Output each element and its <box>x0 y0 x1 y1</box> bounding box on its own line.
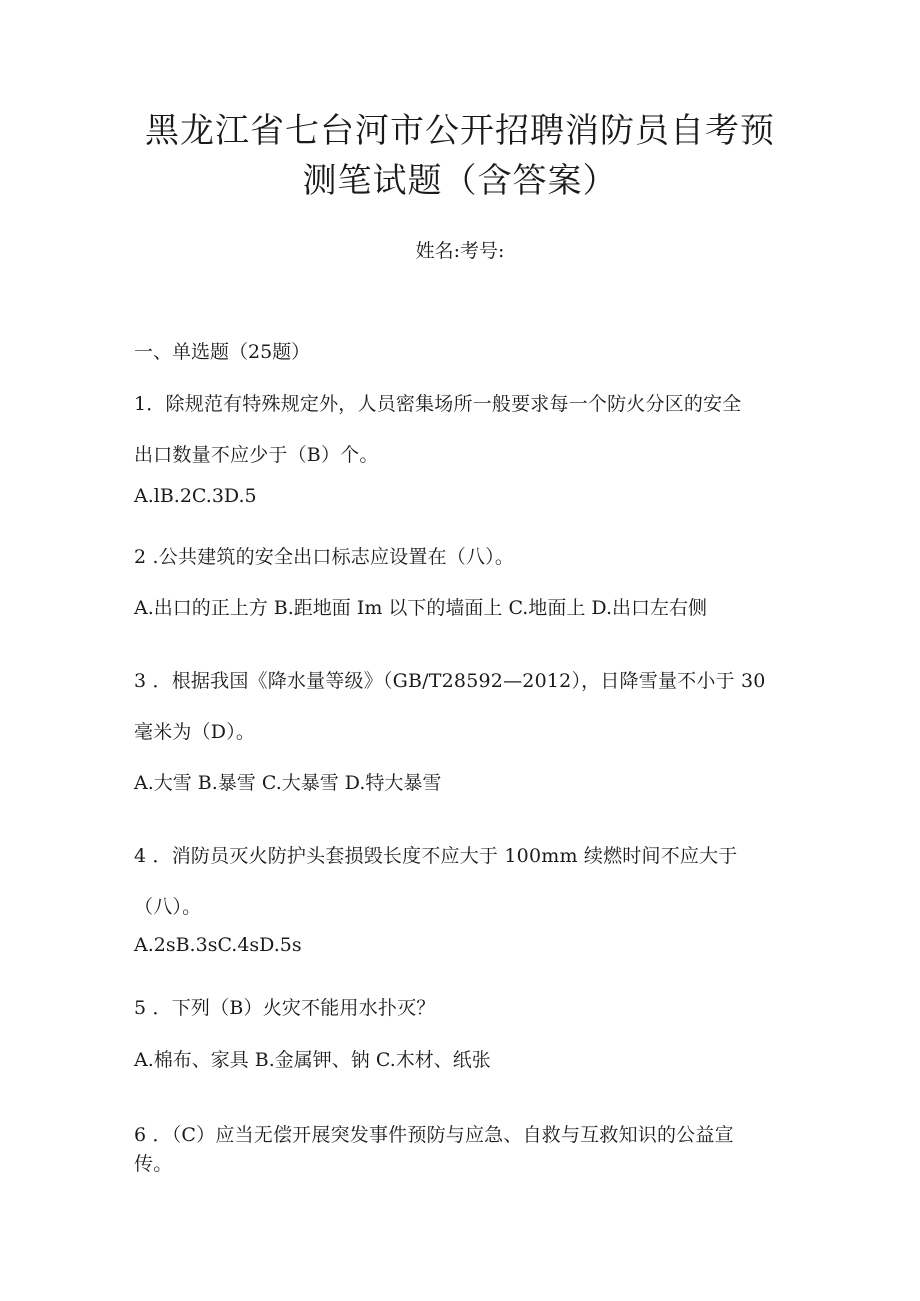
name-and-exam-number-line: 姓名:考号: <box>415 240 505 262</box>
question-4-options: A.2sB.3sC.4sD.5s <box>134 934 302 956</box>
question-1-stem-line-1: 1．除规范有特殊规定外，人员密集场所一般要求每一个防火分区的安全 <box>134 393 742 415</box>
question-2-stem-line-1: 2 .公共建筑的安全出口标志应设置在（八）。 <box>134 546 515 568</box>
document-title-line-1: 黑龙江省七台河市公开招聘消防员自考预 <box>145 111 775 151</box>
question-4-stem-line-2: （八）。 <box>134 896 202 918</box>
section-heading: 一、单选题（25题） <box>134 341 311 363</box>
document-title-line-2: 测笔试题（含答案） <box>302 161 618 201</box>
question-5-options: A.棉布、家具 B.金属钾、钠 C.木材、纸张 <box>134 1049 491 1071</box>
question-2-options: A.出口的正上方 B.距地面 Im 以下的墙面上 C.地面上 D.出口左右侧 <box>134 597 707 619</box>
question-4-stem-line-1: 4 ．消防员灭火防护头套损毁长度不应大于 100mm 续燃时间不应大于 <box>134 845 738 867</box>
question-1-stem-line-2: 出口数量不应少于（B）个。 <box>134 444 379 466</box>
question-5-stem-line-1: 5 ．下列（B）火灾不能用水扑灭？ <box>134 997 436 1019</box>
question-3-stem-line-1: 3 ．根据我国《降水量等级》（GB/T28592—2012），日降雪量不小于 30 <box>134 670 766 692</box>
question-3-stem-line-2: 毫米为（D）。 <box>134 721 256 743</box>
question-6-stem-line-1: 6 ．（C）应当无偿开展突发事件预防与应急、自救与互救知识的公益宣 <box>134 1124 734 1146</box>
question-1-options: A.lB.2C.3D.5 <box>134 485 257 507</box>
question-6-stem-line-2: 传。 <box>134 1153 173 1175</box>
question-3-options: A.大雪 B.暴雪 C.大暴雪 D.特大暴雪 <box>134 772 442 794</box>
